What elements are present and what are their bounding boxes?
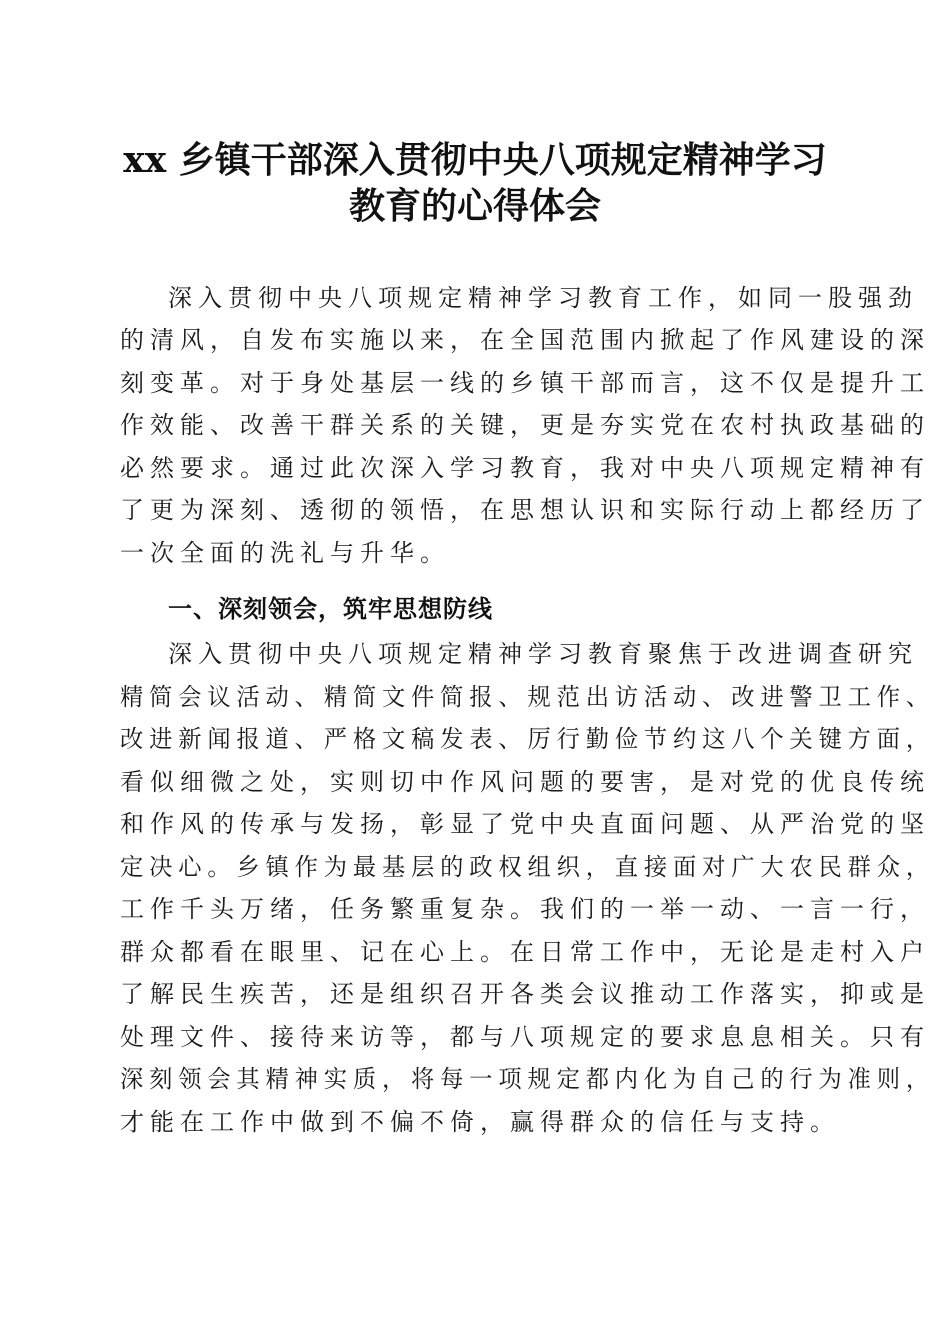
paragraph-2-line: 群众都看在眼里、记在心上。在日常工作中，无论是走村入户 <box>120 938 930 966</box>
paragraph-1-line: 一次全面的洗礼与升华。 <box>120 539 450 567</box>
paragraph-2-line: 工作千头万绪，任务繁重复杂。我们的一举一动、一言一行， <box>120 895 930 923</box>
paragraph-2-line: 深入贯彻中央八项规定精神学习教育聚焦于改进调查研究 <box>168 640 918 668</box>
section-1-heading: 一、深刻领会，筑牢思想防线 <box>168 595 493 623</box>
paragraph-2-line: 看似细微之处，实则切中作风问题的要害，是对党的优良传统 <box>120 768 930 796</box>
paragraph-2-line: 定决心。乡镇作为最基层的政权组织，直接面对广大农民群众， <box>120 853 935 881</box>
document-title-line-1: xx 乡镇干部深入贯彻中央八项规定精神学习 <box>123 139 827 181</box>
paragraph-2-line: 处理文件、接待来访等，都与八项规定的要求息息相关。只有 <box>120 1023 930 1051</box>
paragraph-2-line: 才能在工作中做到不偏不倚，赢得群众的信任与支持。 <box>120 1108 840 1136</box>
paragraph-1-line: 了更为深刻、透彻的领悟，在思想认识和实际行动上都经历了 <box>120 496 930 524</box>
paragraph-2-line: 了解民生疾苦，还是组织召开各类会议推动工作落实，抑或是 <box>120 980 930 1008</box>
paragraph-1-line: 深入贯彻中央八项规定精神学习教育工作，如同一股强劲 <box>168 284 918 312</box>
paragraph-1-line: 作效能、改善干群关系的关键，更是夯实党在农村执政基础的 <box>120 411 930 439</box>
paragraph-2-line: 和作风的传承与发扬，彰显了党中央直面问题、从严治党的坚 <box>120 810 930 838</box>
paragraph-2-line: 精简会议活动、精简文件简报、规范出访活动、改进警卫工作、 <box>120 683 935 711</box>
paragraph-2-line: 改进新闻报道、严格文稿发表、厉行勤俭节约这八个关键方面， <box>120 725 935 753</box>
document-title-line-2: 教育的心得体会 <box>348 185 601 227</box>
paragraph-1-line: 刻变革。对于身处基层一线的乡镇干部而言，这不仅是提升工 <box>120 369 930 397</box>
paragraph-1-line: 的清风，自发布实施以来，在全国范围内掀起了作风建设的深 <box>120 326 930 354</box>
paragraph-2-line: 深刻领会其精神实质，将每一项规定都内化为自己的行为准则， <box>120 1065 935 1093</box>
paragraph-1-line: 必然要求。通过此次深入学习教育，我对中央八项规定精神有 <box>120 454 930 482</box>
